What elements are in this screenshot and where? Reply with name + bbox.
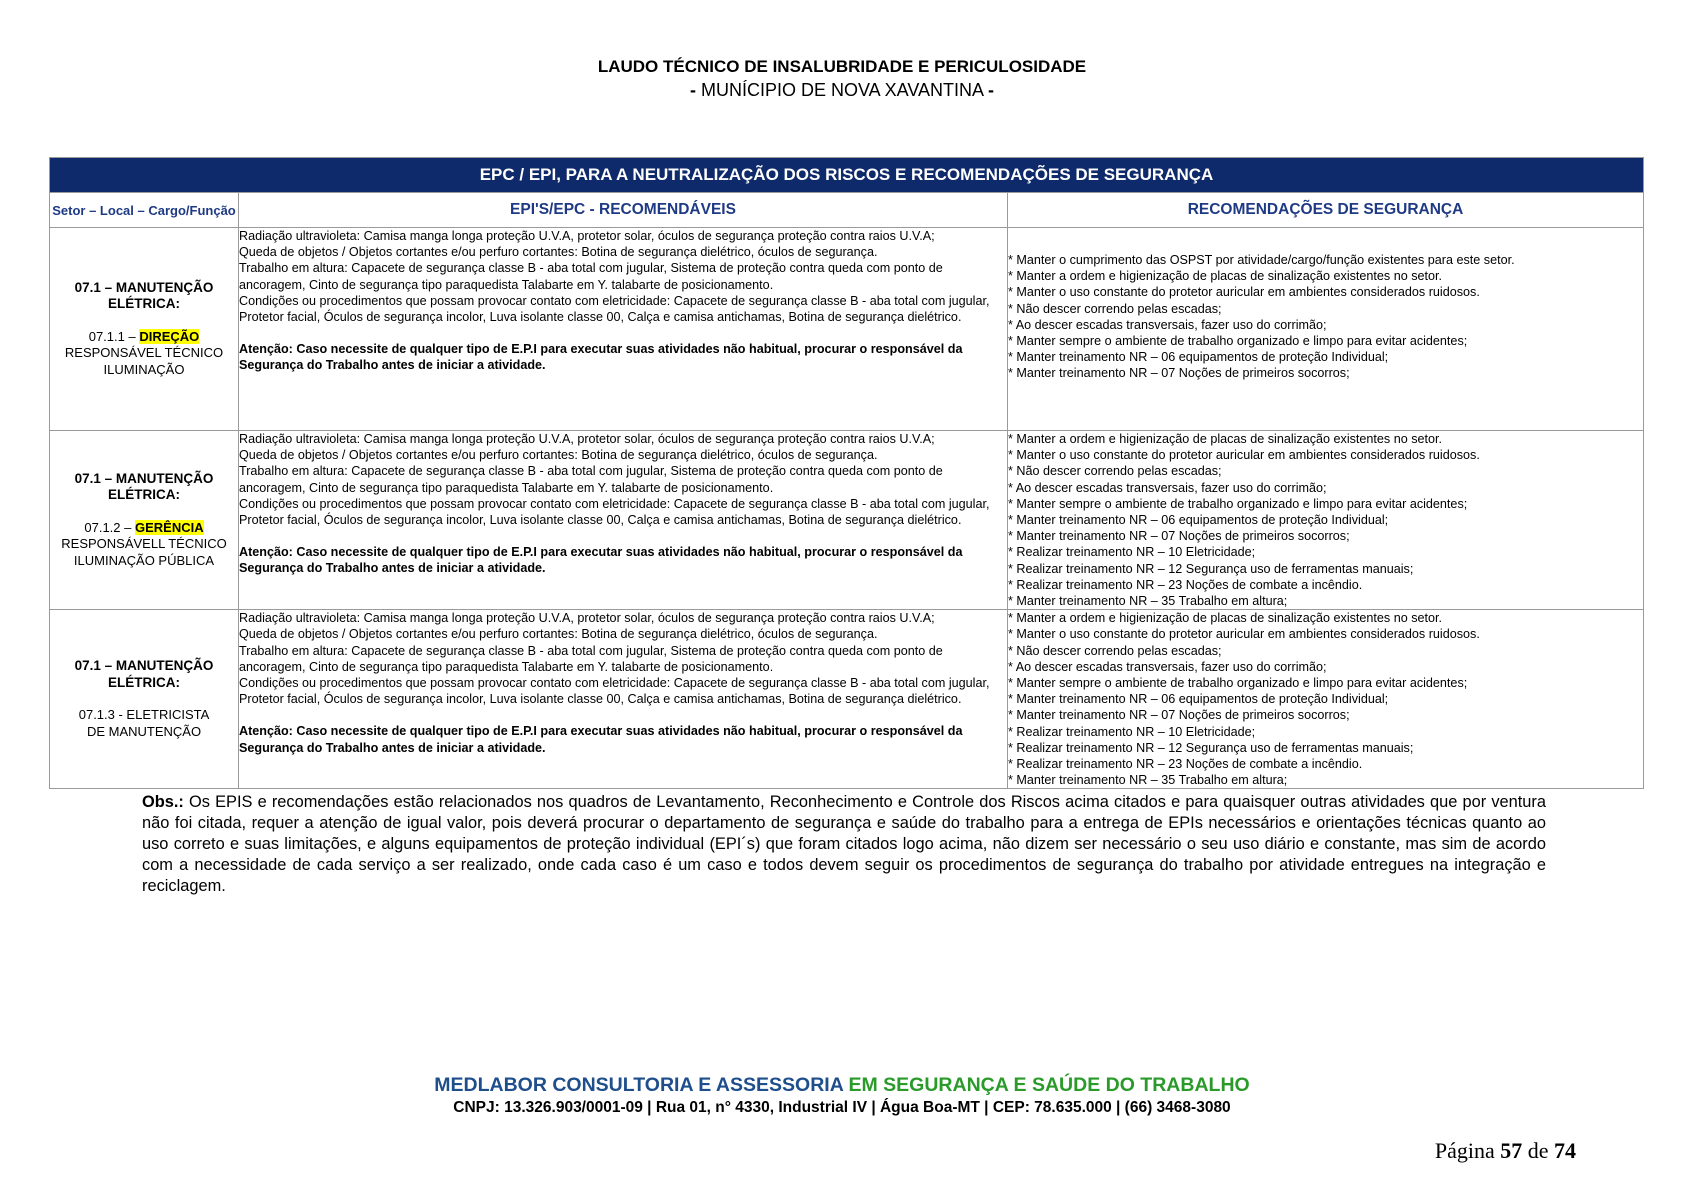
- recommendation-item: * Realizar treinamento NR – 23 Noções de combate a incêndio.: [1008, 577, 1363, 592]
- subtitle-dash-left: -: [689, 80, 696, 100]
- recommendation-item: * Realizar treinamento NR – 10 Eletricidade;: [1008, 545, 1256, 560]
- epi-line: Condições ou procedimentos que possam provocar contato com eletricidade: Capacete de segurança classe B - aba total com jugular, Protetor facial, Óculos de segurança incolor, Luva isolante classe 00, Calça e camisa antichamas, Botina de segurança dielétrico.: [239, 676, 990, 707]
- epi-warning: Atenção: Caso necessite de qualquer tipo de E.P.I para executar suas atividades não habitual, procurar o responsável da Segurança do Trabalho antes de iniciar a atividade.: [239, 545, 963, 576]
- col-header-setor: Setor – Local – Cargo/Função: [50, 193, 239, 228]
- recommendation-item: * Manter treinamento NR – 35 Trabalho em altura;: [1008, 594, 1288, 609]
- role-line: RESPONSÁVEL TÉCNICO: [64, 345, 224, 361]
- recommendation-item: * Manter treinamento NR – 07 Noções de primeiros socorros;: [1008, 708, 1350, 723]
- table-row: [50, 610, 1644, 789]
- epi-line: Condições ou procedimentos que possam provocar contato com eletricidade: Capacete de segurança classe B - aba total com jugular, Protetor facial, Óculos de segurança incolor, Luva isolante classe 00, Calça e camisa antichamas, Botina de segurança dielétrico.: [239, 293, 990, 325]
- epi-line: Trabalho em altura: Capacete de segurança classe B - aba total com jugular, Sistema de proteção contra queda com ponto de ancoragem, Cinto de segurança tipo paraquedista Talabarte em Y. talabarte de posicionamento.: [239, 261, 943, 292]
- highlight-label: DIREÇÃO: [139, 328, 200, 344]
- recommendation-item: * Manter treinamento NR – 07 Noções de primeiros socorros;: [1008, 529, 1350, 544]
- recommendation-item: * Manter treinamento NR – 35 Trabalho em altura;: [1008, 773, 1288, 788]
- recommendations-cell: [1008, 431, 1644, 610]
- recommendation-item: * Manter treinamento NR – 07 Noções de primeiros socorros;: [1008, 366, 1350, 381]
- recommendation-item: * Não descer correndo pelas escadas;: [1008, 643, 1222, 658]
- epi-table: [49, 157, 1644, 789]
- page-current: 57: [1500, 1138, 1523, 1163]
- recommendation-item: * Manter o uso constante do protetor auricular em ambientes considerados ruidosos.: [1008, 448, 1480, 463]
- company-address: CNPJ: 13.326.903/0001-09 | Rua 01, n° 4330, Industrial IV | Água Boa-MT | CEP: 78.635.000 | (66) 3468-3080: [453, 1099, 1231, 1116]
- epi-line: Queda de objetos / Objetos cortantes e/ou perfuro cortantes: Botina de segurança dielétrico, óculos de segurança.: [239, 245, 878, 260]
- setor-cell: [50, 610, 239, 789]
- role-line: RESPONSÁVELL TÉCNICO: [61, 536, 227, 552]
- document-footer: [0, 1073, 1684, 1119]
- col-header-recomendacoes: RECOMENDAÇÕES DE SEGURANÇA: [1008, 193, 1644, 228]
- epi-warning: Atenção: Caso necessite de qualquer tipo de E.P.I para executar suas atividades não habitual, procurar o responsável da Segurança do Trabalho antes de iniciar a atividade.: [239, 342, 963, 373]
- setor-cell: [50, 431, 239, 610]
- page-mid: de: [1522, 1138, 1554, 1163]
- document-subtitle: [0, 78, 1684, 102]
- company-name-blue: MEDLABOR CONSULTORIA E ASSESSORIA: [434, 1074, 849, 1096]
- epi-line: Trabalho em altura: Capacete de segurança classe B - aba total com jugular, Sistema de proteção contra queda com ponto de ancoragem, Cinto de segurança tipo paraquedista Talabarte em Y. talabarte de posicionamento.: [239, 643, 943, 674]
- section-label: 07.1 – MANUTENÇÃO ELÉTRICA:: [74, 279, 214, 312]
- epi-line: Queda de objetos / Objetos cortantes e/ou perfuro cortantes: Botina de segurança dielétrico, óculos de segurança.: [239, 448, 878, 463]
- page-prefix: Página: [1434, 1138, 1501, 1163]
- role-code: 07.1.3 - ELETRICISTA: [78, 707, 210, 723]
- recommendation-item: * Não descer correndo pelas escadas;: [1008, 464, 1222, 479]
- recommendation-item: * Realizar treinamento NR – 12 Segurança uso de ferramentas manuais;: [1008, 561, 1414, 576]
- subtitle-text: MUNÍCIPIO DE NOVA XAVANTINA: [695, 80, 989, 100]
- observation-text: Os EPIS e recomendações estão relacionados nos quadros de Levantamento, Reconhecimento e Controle dos Riscos acima citados e para quaisquer outras atividades que por ventura não foi citada, requer a atenção de igual valor, pois deverá procurar o departamento de segurança e saúde do trabalho para a entrega de EPIs necessários e orientações técnicas quanto ao uso correto e suas limitações, e alguns equipamentos de proteção individual (EPI´s) que foram citados logo acima, não dizem ser necessário o seu uso diário e constante, mas sim de acordo com a necessidade de cada serviço a ser realizado, onde cada caso é um caso e todos devem seguir os procedimentos de segurança do trabalho por atividade entregues na integração e reciclagem.: [142, 793, 1546, 895]
- epi-line: Radiação ultravioleta: Camisa manga longa proteção U.V.A, protetor solar, óculos de segurança proteção contra raios U.V.A;: [239, 611, 935, 626]
- recommendation-item: * Ao descer escadas transversais, fazer uso do corrimão;: [1008, 659, 1327, 674]
- code-text: 07.1.1 –: [88, 328, 140, 344]
- section-label: 07.1 – MANUTENÇÃO ELÉTRICA:: [74, 470, 214, 503]
- recommendation-item: * Manter o cumprimento das OSPST por atividade/cargo/função existentes para este setor.: [1008, 253, 1515, 267]
- epi-cell: [239, 431, 1008, 610]
- setor-cell: [50, 228, 239, 431]
- epi-line: Radiação ultravioleta: Camisa manga longa proteção U.V.A, protetor solar, óculos de segurança proteção contra raios U.V.A;: [239, 432, 935, 446]
- recommendation-item: * Manter o uso constante do protetor auricular em ambientes considerados ruidosos.: [1008, 627, 1480, 642]
- recommendation-item: * Não descer correndo pelas escadas;: [1008, 301, 1222, 316]
- code-text: 07.1.2 –: [84, 519, 135, 535]
- recommendation-item: * Manter a ordem e higienização de placas de sinalização existentes no setor.: [1008, 432, 1443, 446]
- highlight-label: GERÊNCIA: [134, 519, 204, 535]
- role-line: DE MANUTENÇÃO: [86, 723, 202, 739]
- role-line: ILUMINAÇÃO: [103, 361, 185, 377]
- recommendation-item: * Manter treinamento NR – 06 equipamentos de proteção Individual;: [1008, 350, 1389, 365]
- recommendation-item: * Manter treinamento NR – 06 equipamentos de proteção Individual;: [1008, 513, 1389, 528]
- recommendation-item: * Manter treinamento NR – 06 equipamentos de proteção Individual;: [1008, 692, 1389, 707]
- document-header: [0, 56, 1684, 102]
- role-line: ILUMINAÇÃO PÚBLICA: [73, 552, 215, 568]
- recommendation-item: * Manter sempre o ambiente de trabalho organizado e limpo para evitar acidentes;: [1008, 676, 1468, 691]
- epi-line: Radiação ultravioleta: Camisa manga longa proteção U.V.A, protetor solar, óculos de segurança proteção contra raios U.V.A;: [239, 229, 935, 243]
- recommendation-item: * Manter a ordem e higienização de placas de sinalização existentes no setor.: [1008, 611, 1443, 626]
- epi-line: Queda de objetos / Objetos cortantes e/ou perfuro cortantes: Botina de segurança dielétrico, óculos de segurança.: [239, 627, 878, 642]
- recommendation-item: * Manter o uso constante do protetor auricular em ambientes considerados ruidosos.: [1008, 285, 1480, 300]
- recommendation-item: * Manter sempre o ambiente de trabalho organizado e limpo para evitar acidentes;: [1008, 334, 1468, 349]
- document-title: LAUDO TÉCNICO DE INSALUBRIDADE E PERICULOSIDADE: [597, 57, 1087, 76]
- epi-line: Condições ou procedimentos que possam provocar contato com eletricidade: Capacete de segurança classe B - aba total com jugular, Protetor facial, Óculos de segurança incolor, Luva isolante classe 00, Calça e camisa antichamas, Botina de segurança dielétrico.: [239, 496, 990, 528]
- epi-cell: [239, 610, 1008, 789]
- company-name-green: EM SEGURANÇA E SAÚDE DO TRABALHO: [848, 1074, 1250, 1096]
- page-total: 74: [1554, 1138, 1576, 1163]
- company-name: [0, 1073, 1684, 1097]
- role-code: [50, 329, 238, 346]
- recommendation-item: * Realizar treinamento NR – 12 Segurança uso de ferramentas manuais;: [1008, 740, 1414, 755]
- table-row: [50, 228, 1644, 431]
- recommendations-cell: [1008, 610, 1644, 789]
- section-label: 07.1 – MANUTENÇÃO ELÉTRICA:: [74, 658, 214, 690]
- observation-label: Obs.:: [142, 793, 184, 811]
- role-code: [50, 520, 238, 537]
- subtitle-dash-right: -: [988, 80, 995, 100]
- recommendation-item: * Realizar treinamento NR – 10 Eletricidade;: [1008, 724, 1256, 739]
- epi-line: Trabalho em altura: Capacete de segurança classe B - aba total com jugular, Sistema de proteção contra queda com ponto de ancoragem, Cinto de segurança tipo paraquedista Talabarte em Y. talabarte de posicionamento.: [239, 464, 943, 495]
- col-header-epi: EPI'S/EPC - RECOMENDÁVEIS: [239, 193, 1008, 228]
- recommendation-item: * Manter a ordem e higienização de placas de sinalização existentes no setor.: [1008, 269, 1443, 284]
- recommendation-item: * Manter sempre o ambiente de trabalho organizado e limpo para evitar acidentes;: [1008, 496, 1468, 511]
- epi-cell: [239, 228, 1008, 431]
- recommendation-item: * Ao descer escadas transversais, fazer uso do corrimão;: [1008, 480, 1327, 495]
- epi-warning: Atenção: Caso necessite de qualquer tipo de E.P.I para executar suas atividades não habitual, procurar o responsável da Segurança do Trabalho antes de iniciar a atividade.: [239, 724, 963, 755]
- column-headers: [50, 193, 1644, 228]
- page-number: [1435, 1138, 1576, 1164]
- observation-paragraph: [142, 792, 1546, 897]
- recommendation-item: * Realizar treinamento NR – 23 Noções de combate a incêndio.: [1008, 757, 1363, 772]
- table-banner: EPC / EPI, PARA A NEUTRALIZAÇÃO DOS RISCOS E RECOMENDAÇÕES DE SEGURANÇA: [50, 158, 1644, 193]
- recommendations-cell: [1008, 228, 1644, 431]
- table-row: [50, 431, 1644, 610]
- recommendation-item: * Ao descer escadas transversais, fazer uso do corrimão;: [1008, 317, 1327, 332]
